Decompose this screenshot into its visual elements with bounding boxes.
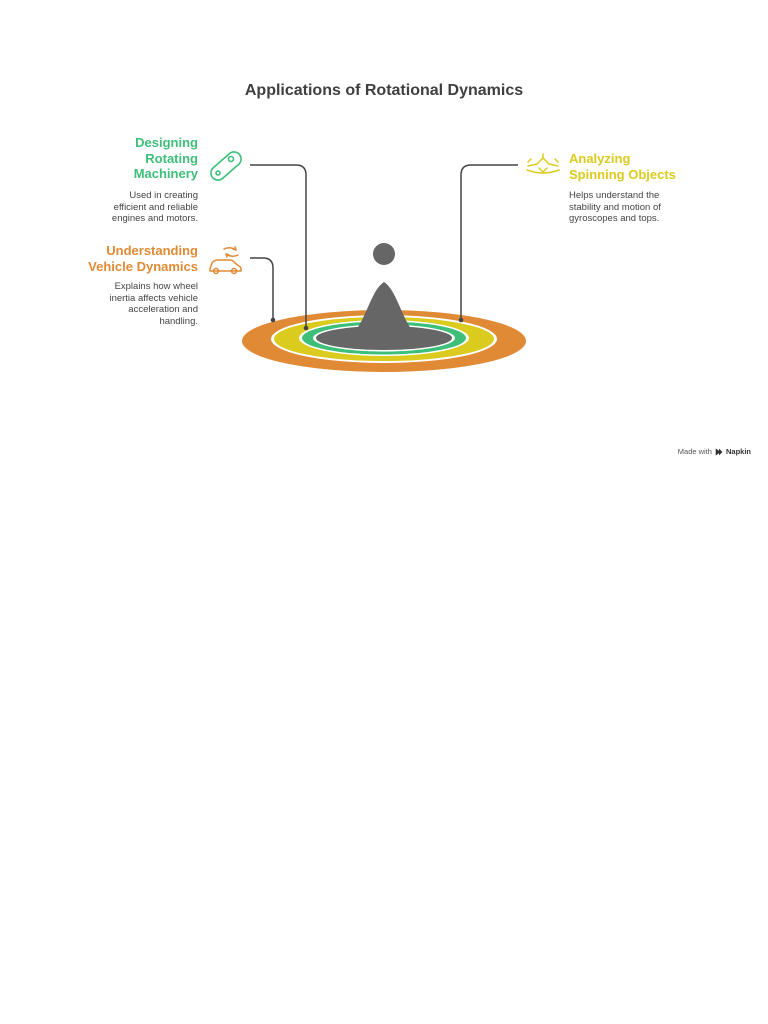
label-understanding-vehicle-dynamics: Understanding Vehicle Dynamics [88, 243, 198, 274]
droplet [373, 243, 395, 265]
connector-dot [304, 326, 309, 331]
made-with-napkin-footer [678, 447, 751, 456]
connector-spinning [461, 165, 518, 320]
ripple-diagram [0, 0, 768, 460]
diagram-title: Applications of Rotational Dynamics [244, 82, 524, 99]
napkin-logo-icon [715, 448, 723, 456]
desc-understanding-vehicle-dynamics: Explains how wheel inertia affects vehicle acceleration and handling. [109, 281, 198, 327]
label-designing-rotating-machinery: Designing Rotating Machinery [133, 135, 198, 181]
gyroscope-icon [527, 154, 559, 173]
desc-designing-rotating-machinery: Used in creating efficient and reliable engines and motors. [111, 190, 198, 224]
footer-prefix: Made with [677, 447, 712, 456]
desc-analyzing-spinning-objects: Helps understand the stability and motion of gyroscopes and tops. [569, 190, 661, 224]
car-rotate-icon [210, 247, 241, 274]
connector-dot [459, 318, 464, 323]
connector-dot [271, 318, 276, 323]
connector-vehicle [250, 258, 273, 320]
label-analyzing-spinning-objects: Analyzing Spinning Objects [569, 151, 676, 182]
footer-brand: Napkin [725, 447, 751, 456]
connector-machinery [250, 165, 306, 328]
gear-chain-icon [211, 152, 241, 180]
